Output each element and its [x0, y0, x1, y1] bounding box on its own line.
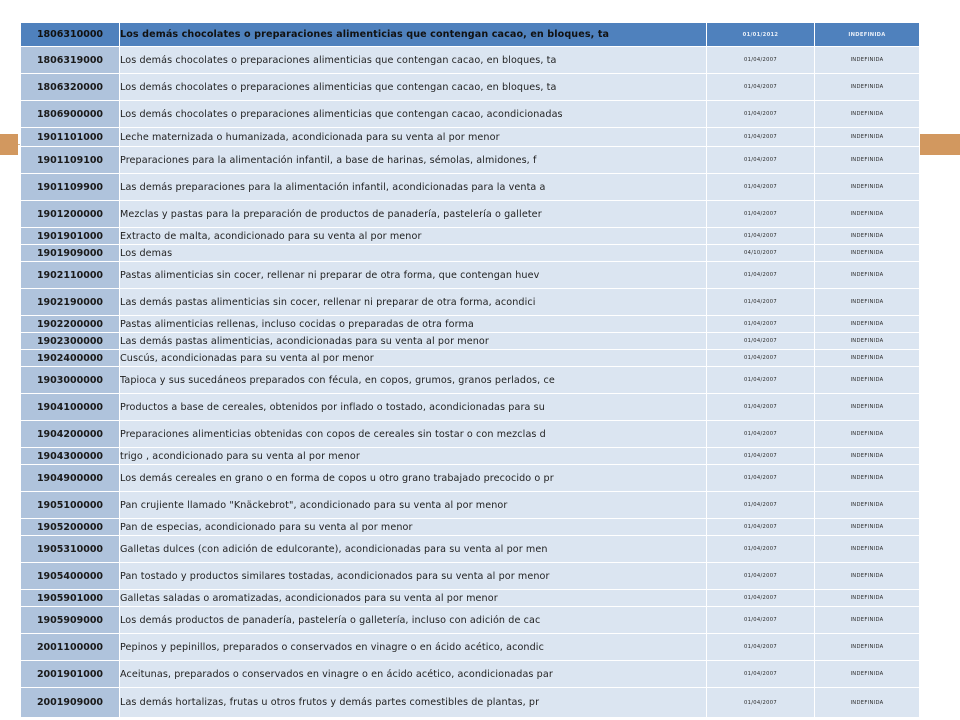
validity-cell: INDEFINIDA — [815, 333, 920, 350]
code-cell: 1901101000 — [21, 128, 120, 147]
description-cell: Los demas — [120, 245, 707, 262]
description-cell: Pan crujiente llamado "Knäckebrot", acondicionado para su venta al por menor — [120, 492, 707, 519]
validity-cell: INDEFINIDA — [815, 147, 920, 174]
validity-cell: INDEFINIDA — [815, 74, 920, 101]
code-cell: 1902200000 — [21, 316, 120, 333]
date-cell: 01/04/2007 — [707, 228, 815, 245]
code-cell: 1902300000 — [21, 333, 120, 350]
date-cell: 01/04/2007 — [707, 448, 815, 465]
tariff-table — [20, 22, 920, 718]
validity-cell: INDEFINIDA — [815, 101, 920, 128]
table-row — [21, 262, 920, 289]
code-cell: 1901109900 — [21, 174, 120, 201]
code-cell: 1902110000 — [21, 262, 120, 289]
date-cell: 01/01/2012 — [707, 23, 815, 47]
validity-cell: INDEFINIDA — [815, 367, 920, 394]
validity-cell: INDEFINIDA — [815, 519, 920, 536]
table-row — [21, 367, 920, 394]
code-cell: 1901909000 — [21, 245, 120, 262]
description-cell: Extracto de malta, acondicionado para su venta al por menor — [120, 228, 707, 245]
table-row — [21, 316, 920, 333]
date-cell: 01/04/2007 — [707, 688, 815, 718]
date-cell: 04/10/2007 — [707, 245, 815, 262]
description-cell: Los demás productos de panadería, pastelería o galletería, incluso con adición de cac — [120, 607, 707, 634]
validity-cell: INDEFINIDA — [815, 289, 920, 316]
table-row — [21, 228, 920, 245]
description-cell: Galletas dulces (con adición de edulcorante), acondicionadas para su venta al por men — [120, 536, 707, 563]
table-row — [21, 47, 920, 74]
code-cell: 1806320000 — [21, 74, 120, 101]
table-row — [21, 74, 920, 101]
description-cell: Cuscús, acondicionadas para su venta al por menor — [120, 350, 707, 367]
table-row — [21, 607, 920, 634]
code-cell: 1904300000 — [21, 448, 120, 465]
description-cell: Los demás chocolates o preparaciones alimenticias que contengan cacao, en bloques, ta — [120, 23, 707, 47]
table-row — [21, 289, 920, 316]
date-cell: 01/04/2007 — [707, 465, 815, 492]
table-row — [21, 519, 920, 536]
slide-accent-bar-left — [0, 134, 18, 155]
code-cell: 1901109100 — [21, 147, 120, 174]
validity-cell: INDEFINIDA — [815, 492, 920, 519]
validity-cell: INDEFINIDA — [815, 607, 920, 634]
table-row — [21, 394, 920, 421]
table-row — [21, 421, 920, 448]
description-cell: Los demás chocolates o preparaciones alimenticias que contengan cacao, en bloques, ta — [120, 47, 707, 74]
table-row — [21, 128, 920, 147]
code-cell: 1902190000 — [21, 289, 120, 316]
table-row — [21, 465, 920, 492]
date-cell: 01/04/2007 — [707, 289, 815, 316]
code-cell: 1905100000 — [21, 492, 120, 519]
validity-cell: INDEFINIDA — [815, 245, 920, 262]
date-cell: 01/04/2007 — [707, 563, 815, 590]
table-row — [21, 147, 920, 174]
date-cell: 01/04/2007 — [707, 634, 815, 661]
code-cell: 1905310000 — [21, 536, 120, 563]
code-cell: 1903000000 — [21, 367, 120, 394]
date-cell: 01/04/2007 — [707, 350, 815, 367]
description-cell: Preparaciones alimenticias obtenidas con copos de cereales sin tostar o con mezclas d — [120, 421, 707, 448]
description-cell: Las demás hortalizas, frutas u otros frutos y demás partes comestibles de plantas, pr — [120, 688, 707, 718]
date-cell: 01/04/2007 — [707, 201, 815, 228]
code-cell: 1806900000 — [21, 101, 120, 128]
validity-cell: INDEFINIDA — [815, 262, 920, 289]
date-cell: 01/04/2007 — [707, 262, 815, 289]
slide-accent-bar-right — [920, 134, 960, 155]
description-cell: Las demás pastas alimenticias sin cocer, rellenar ni preparar de otra forma, acondici — [120, 289, 707, 316]
description-cell: Preparaciones para la alimentación infantil, a base de harinas, sémolas, almidones, f — [120, 147, 707, 174]
code-cell: 1901901000 — [21, 228, 120, 245]
validity-cell: INDEFINIDA — [815, 350, 920, 367]
table-row — [21, 350, 920, 367]
description-cell: Leche maternizada o humanizada, acondicionada para su venta al por menor — [120, 128, 707, 147]
code-cell: 1902400000 — [21, 350, 120, 367]
date-cell: 01/04/2007 — [707, 174, 815, 201]
code-cell: 1905200000 — [21, 519, 120, 536]
description-cell: Pastas alimenticias sin cocer, rellenar ni preparar de otra forma, que contengan huev — [120, 262, 707, 289]
table-row — [21, 492, 920, 519]
description-cell: Pepinos y pepinillos, preparados o conservados en vinagre o en ácido acético, acondic — [120, 634, 707, 661]
date-cell: 01/04/2007 — [707, 128, 815, 147]
date-cell: 01/04/2007 — [707, 536, 815, 563]
validity-cell: INDEFINIDA — [815, 23, 920, 47]
description-cell: Galletas saladas o aromatizadas, acondicionados para su venta al por menor — [120, 590, 707, 607]
description-cell: Las demás preparaciones para la alimentación infantil, acondicionadas para la venta a — [120, 174, 707, 201]
date-cell: 01/04/2007 — [707, 316, 815, 333]
code-cell: 2001909000 — [21, 688, 120, 718]
date-cell: 01/04/2007 — [707, 519, 815, 536]
code-cell: 1905901000 — [21, 590, 120, 607]
description-cell: Los demás chocolates o preparaciones alimenticias que contengan cacao, acondicionadas — [120, 101, 707, 128]
table-row — [21, 101, 920, 128]
code-cell: 1901200000 — [21, 201, 120, 228]
description-cell: Pan tostado y productos similares tostadas, acondicionados para su venta al por menor — [120, 563, 707, 590]
validity-cell: INDEFINIDA — [815, 661, 920, 688]
code-cell: 1905909000 — [21, 607, 120, 634]
date-cell: 01/04/2007 — [707, 74, 815, 101]
description-cell: Aceitunas, preparados o conservados en vinagre o en ácido acético, acondicionadas par — [120, 661, 707, 688]
validity-cell: INDEFINIDA — [815, 634, 920, 661]
description-cell: Los demás chocolates o preparaciones alimenticias que contengan cacao, en bloques, ta — [120, 74, 707, 101]
validity-cell: INDEFINIDA — [815, 563, 920, 590]
description-cell: Las demás pastas alimenticias, acondicionadas para su venta al por menor — [120, 333, 707, 350]
description-cell: Pastas alimenticias rellenas, incluso cocidas o preparadas de otra forma — [120, 316, 707, 333]
table-row — [21, 333, 920, 350]
date-cell: 01/04/2007 — [707, 421, 815, 448]
date-cell: 01/04/2007 — [707, 492, 815, 519]
code-cell: 1904900000 — [21, 465, 120, 492]
description-cell: Tapioca y sus sucedáneos preparados con fécula, en copos, grumos, granos perlados, ce — [120, 367, 707, 394]
validity-cell: INDEFINIDA — [815, 590, 920, 607]
validity-cell: INDEFINIDA — [815, 421, 920, 448]
date-cell: 01/04/2007 — [707, 661, 815, 688]
validity-cell: INDEFINIDA — [815, 394, 920, 421]
tariff-table-body — [21, 23, 920, 718]
date-cell: 01/04/2007 — [707, 47, 815, 74]
table-row — [21, 536, 920, 563]
code-cell: 1806319000 — [21, 47, 120, 74]
table-row — [21, 590, 920, 607]
table-row — [21, 634, 920, 661]
code-cell: 2001100000 — [21, 634, 120, 661]
table-row — [21, 688, 920, 718]
description-cell: Pan de especias, acondicionado para su venta al por menor — [120, 519, 707, 536]
code-cell: 1806310000 — [21, 23, 120, 47]
validity-cell: INDEFINIDA — [815, 448, 920, 465]
table-row — [21, 245, 920, 262]
date-cell: 01/04/2007 — [707, 590, 815, 607]
validity-cell: INDEFINIDA — [815, 316, 920, 333]
validity-cell: INDEFINIDA — [815, 47, 920, 74]
validity-cell: INDEFINIDA — [815, 174, 920, 201]
table-row — [21, 174, 920, 201]
code-cell: 1904200000 — [21, 421, 120, 448]
description-cell: Los demás cereales en grano o en forma de copos u otro grano trabajado precocido o pr — [120, 465, 707, 492]
table-row — [21, 563, 920, 590]
validity-cell: INDEFINIDA — [815, 536, 920, 563]
date-cell: 01/04/2007 — [707, 367, 815, 394]
date-cell: 01/04/2007 — [707, 147, 815, 174]
date-cell: 01/04/2007 — [707, 333, 815, 350]
table-row — [21, 448, 920, 465]
code-cell: 1904100000 — [21, 394, 120, 421]
description-cell: Mezclas y pastas para la preparación de productos de panadería, pastelería o galleter — [120, 201, 707, 228]
description-cell: Productos a base de cereales, obtenidos por inflado o tostado, acondicionadas para su — [120, 394, 707, 421]
description-cell: trigo , acondicionado para su venta al por menor — [120, 448, 707, 465]
validity-cell: INDEFINIDA — [815, 201, 920, 228]
date-cell: 01/04/2007 — [707, 394, 815, 421]
table-row — [21, 661, 920, 688]
code-cell: 2001901000 — [21, 661, 120, 688]
validity-cell: INDEFINIDA — [815, 688, 920, 718]
table-header-row — [21, 23, 920, 47]
date-cell: 01/04/2007 — [707, 607, 815, 634]
code-cell: 1905400000 — [21, 563, 120, 590]
table-row — [21, 201, 920, 228]
date-cell: 01/04/2007 — [707, 101, 815, 128]
validity-cell: INDEFINIDA — [815, 465, 920, 492]
validity-cell: INDEFINIDA — [815, 228, 920, 245]
validity-cell: INDEFINIDA — [815, 128, 920, 147]
